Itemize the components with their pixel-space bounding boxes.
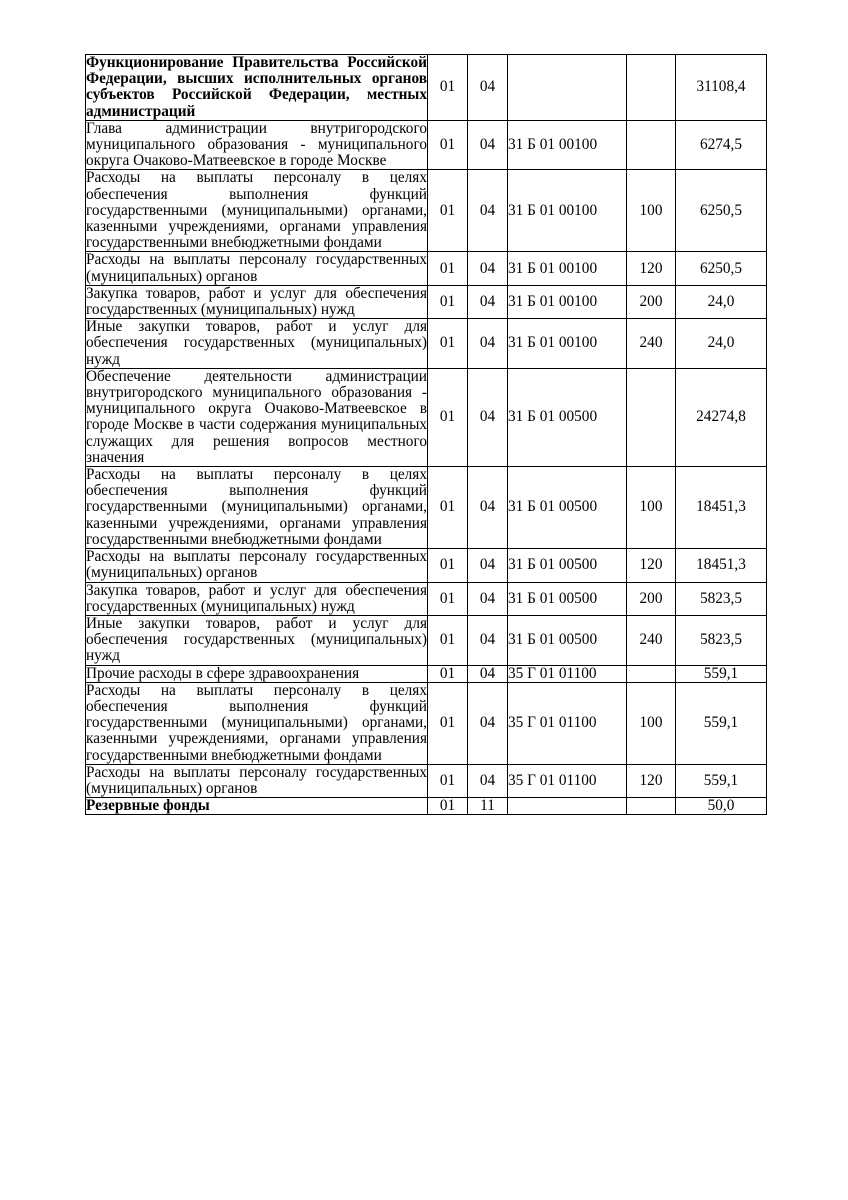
- expense-type-cell: 120: [627, 549, 676, 582]
- expense-type-cell: 120: [627, 764, 676, 797]
- section-code-cell: 01: [428, 582, 468, 615]
- amount-cell: 559,1: [676, 665, 767, 682]
- subsection-code-cell: 04: [468, 368, 508, 466]
- expense-type-cell: 240: [627, 319, 676, 369]
- section-code-cell: 01: [428, 252, 468, 285]
- amount-cell: 50,0: [676, 798, 767, 815]
- subsection-code-cell: 04: [468, 682, 508, 764]
- target-article-cell: 31 Б 01 00500: [508, 549, 627, 582]
- row-name-cell: Расходы на выплаты персоналу в целях обеспечения выполнения функций государственными (муниципальными) органами, казенными учреждениями, органами управления государственными внебюджетными фондами: [86, 681, 427, 764]
- target-article-cell: 31 Б 01 00500: [508, 615, 627, 665]
- table-row: [86, 120, 767, 170]
- target-article-cell: [508, 55, 627, 121]
- subsection-code-cell: 04: [468, 55, 508, 121]
- amount-cell: 6250,5: [676, 252, 767, 285]
- section-code-cell: 01: [428, 55, 468, 121]
- table-row: [86, 582, 767, 615]
- table-row: [86, 764, 767, 797]
- section-code-cell: 01: [428, 549, 468, 582]
- subsection-code-cell: 04: [468, 549, 508, 582]
- target-article-cell: 31 Б 01 00100: [508, 285, 627, 318]
- table-row: [86, 319, 767, 369]
- table-row: [86, 252, 767, 285]
- target-article-cell: 35 Г 01 01100: [508, 665, 627, 682]
- subsection-code-cell: 04: [468, 319, 508, 369]
- row-name-cell: Обеспечение деятельности администрации внутригородского муниципального образования - муниципального округа Очаково-Матвеевское в городе Москве в части содержания муниципальных служащих для решения вопросов местного значения: [86, 367, 427, 466]
- target-article-cell: 31 Б 01 00500: [508, 368, 627, 466]
- row-name-cell: Функционирование Правительства Российской Федерации, высших исполнительных органов субъектов Российской Федерации, местных администраций: [86, 54, 427, 120]
- expense-type-cell: [627, 55, 676, 121]
- row-name-cell: Расходы на выплаты персоналу государственных (муниципальных) органов: [86, 251, 427, 285]
- target-article-cell: 35 Г 01 01100: [508, 764, 627, 797]
- section-code-cell: 01: [428, 615, 468, 665]
- expense-type-cell: [627, 368, 676, 466]
- row-name-cell: Расходы на выплаты персоналу государственных (муниципальных) органов: [86, 763, 427, 797]
- amount-cell: 18451,3: [676, 467, 767, 549]
- target-article-cell: 31 Б 01 00100: [508, 170, 627, 252]
- expense-type-cell: 100: [627, 170, 676, 252]
- amount-cell: 24,0: [676, 319, 767, 369]
- subsection-code-cell: 04: [468, 285, 508, 318]
- section-code-cell: 01: [428, 467, 468, 549]
- table-row: [86, 798, 767, 815]
- expense-type-cell: 100: [627, 467, 676, 549]
- row-name-cell: Иные закупки товаров, работ и услуг для обеспечения государственных (муниципальных) нужд: [86, 318, 427, 368]
- target-article-cell: 35 Г 01 01100: [508, 682, 627, 764]
- target-article-cell: 31 Б 01 00500: [508, 467, 627, 549]
- subsection-code-cell: 04: [468, 764, 508, 797]
- table-row: [86, 285, 767, 318]
- target-article-cell: 31 Б 01 00100: [508, 252, 627, 285]
- row-name-cell: Расходы на выплаты персоналу государственных (муниципальных) органов: [86, 548, 427, 582]
- amount-cell: 31108,4: [676, 55, 767, 121]
- subsection-code-cell: 04: [468, 665, 508, 682]
- section-code-cell: 01: [428, 665, 468, 682]
- budget-table: [85, 54, 767, 815]
- subsection-code-cell: 04: [468, 467, 508, 549]
- section-code-cell: 01: [428, 285, 468, 318]
- table-row: [86, 549, 767, 582]
- expense-type-cell: [627, 120, 676, 170]
- section-code-cell: 01: [428, 319, 468, 369]
- table-row: [86, 615, 767, 665]
- subsection-code-cell: 04: [468, 170, 508, 252]
- subsection-code-cell: 04: [468, 615, 508, 665]
- amount-cell: 6274,5: [676, 120, 767, 170]
- amount-cell: 24274,8: [676, 368, 767, 466]
- section-code-cell: 01: [428, 798, 468, 815]
- table-row: [86, 467, 767, 549]
- table-row: [86, 368, 767, 466]
- table-row: [86, 170, 767, 252]
- target-article-cell: [508, 798, 627, 815]
- target-article-cell: 31 Б 01 00100: [508, 120, 627, 170]
- subsection-code-cell: 04: [468, 582, 508, 615]
- row-name-cell: Расходы на выплаты персоналу в целях обеспечения выполнения функций государственными (муниципальными) органами, казенными учреждениями, органами управления государственными внебюджетными фондами: [86, 466, 427, 548]
- row-name-cell: Глава администрации внутригородского муниципального образования - муниципального округа Очаково-Матвеевское в городе Москве: [86, 119, 427, 170]
- target-article-cell: 31 Б 01 00500: [508, 582, 627, 615]
- row-name-cell: Иные закупки товаров, работ и услуг для обеспечения государственных (муниципальных) нужд: [86, 614, 427, 665]
- amount-cell: 6250,5: [676, 170, 767, 252]
- section-code-cell: 01: [428, 368, 468, 466]
- expense-type-cell: 200: [627, 582, 676, 615]
- subsection-code-cell: 11: [468, 798, 508, 815]
- row-name-cell: Закупка товаров, работ и услуг для обеспечения государственных (муниципальных) нужд: [86, 581, 427, 615]
- amount-cell: 18451,3: [676, 549, 767, 582]
- row-name-cell: Прочие расходы в сфере здравоохранения: [86, 665, 428, 682]
- amount-cell: 559,1: [676, 682, 767, 764]
- amount-cell: 5823,5: [676, 615, 767, 665]
- expense-type-cell: 120: [627, 252, 676, 285]
- table-row: [86, 55, 767, 121]
- subsection-code-cell: 04: [468, 252, 508, 285]
- section-code-cell: 01: [428, 170, 468, 252]
- expense-type-cell: 100: [627, 682, 676, 764]
- expense-type-cell: 200: [627, 285, 676, 318]
- row-name-cell: Расходы на выплаты персоналу в целях обеспечения выполнения функций государственными (муниципальными) органами, казенными учреждениями, органами управления государственными внебюджетными фондами: [86, 169, 427, 252]
- table-row: [86, 665, 767, 682]
- expense-type-cell: [627, 665, 676, 682]
- row-name-cell: Закупка товаров, работ и услуг для обеспечения государственных (муниципальных) нужд: [86, 284, 427, 319]
- row-name-cell: Резервные фонды: [86, 798, 428, 815]
- expense-type-cell: 240: [627, 615, 676, 665]
- subsection-code-cell: 04: [468, 120, 508, 170]
- amount-cell: 559,1: [676, 764, 767, 797]
- section-code-cell: 01: [428, 682, 468, 764]
- table-row: [86, 682, 767, 764]
- amount-cell: 5823,5: [676, 582, 767, 615]
- section-code-cell: 01: [428, 120, 468, 170]
- section-code-cell: 01: [428, 764, 468, 797]
- amount-cell: 24,0: [676, 285, 767, 318]
- expense-type-cell: [627, 798, 676, 815]
- budget-table-body: [86, 55, 767, 815]
- target-article-cell: 31 Б 01 00100: [508, 319, 627, 369]
